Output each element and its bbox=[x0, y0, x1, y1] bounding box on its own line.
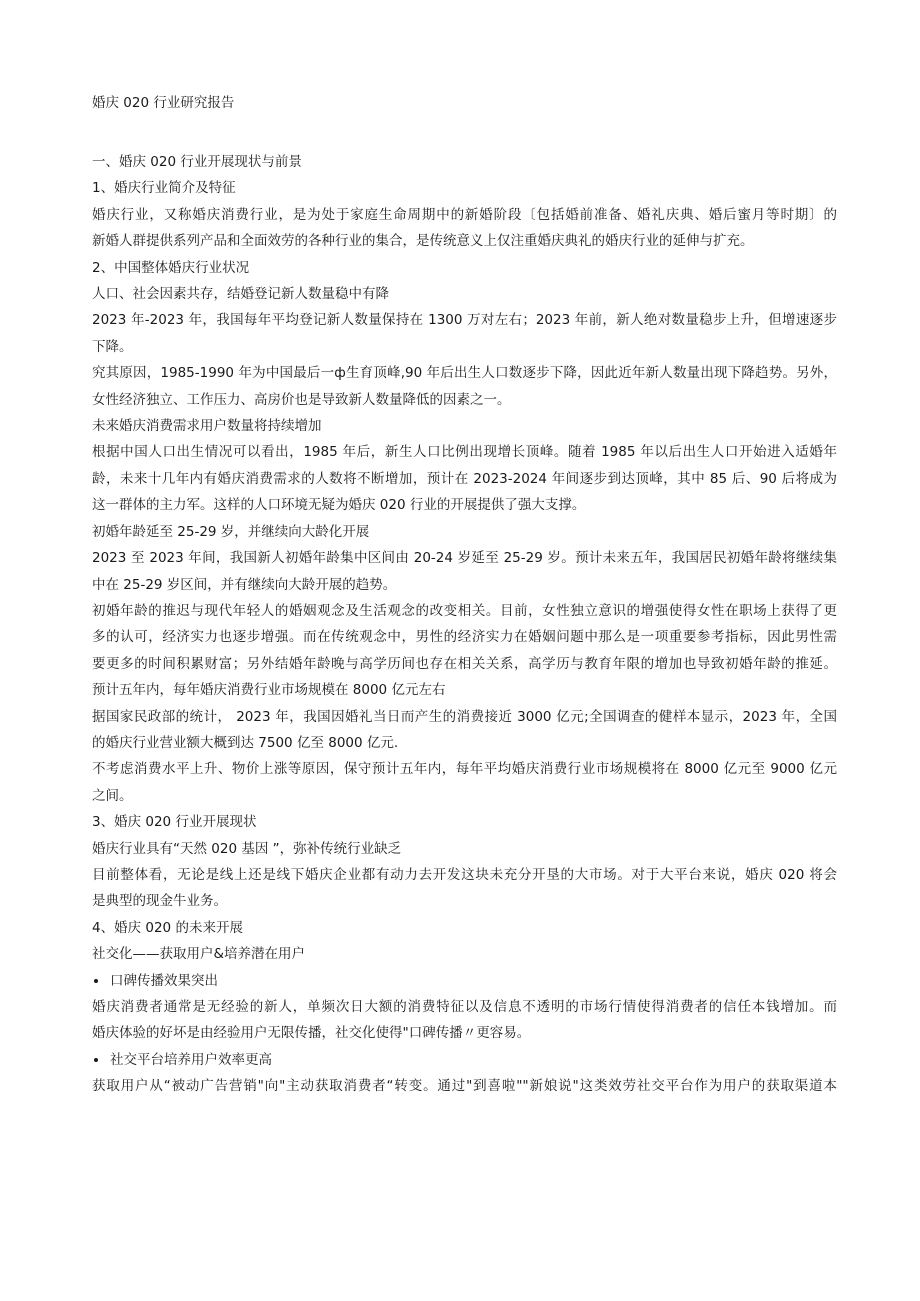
paragraph-line: 目前整体看，无论是线上还是线下婚庆企业都有动力去开发这块未充分开垦的大市场。对于大平台来说，婚庆 020 将会 bbox=[92, 866, 837, 883]
document-title: 婚庆 020 行业研究报告 bbox=[92, 95, 235, 111]
paragraph-line: 之间。 bbox=[92, 787, 133, 804]
paragraph-line: 要更多的时间积累财富；另外结婚年龄晚与高学历间也存在相关关系，高学历与教育年限的增加也导致初婚年龄的推延。 bbox=[92, 655, 837, 672]
paragraph-line: 婚庆行业，又称婚庆消费行业，是为处于家庭生命周期中的新婚阶段〔包括婚前准备、婚礼庆典、婚后蜜月等时期〕的 bbox=[92, 206, 837, 223]
paragraph-line: 不考虑消费水平上升、物价上涨等原因，保守预计五年内，每年平均婚庆消费行业市场规模将在 8000 亿元至 9000 亿元 bbox=[92, 761, 837, 778]
section-heading: 社交化——获取用户&培养潜在用户 bbox=[92, 946, 306, 963]
bullet-text: 社交平台培养用户效率更高 bbox=[110, 1051, 272, 1068]
section-heading: 未来婚庆消费需求用户数量将持续增加 bbox=[92, 418, 322, 435]
section-heading: 1、婚庆行业简介及特征 bbox=[92, 180, 236, 197]
bullet-item bbox=[92, 968, 837, 994]
section-heading: 初婚年龄延至 25-29 岁，并继续向大龄化开展 bbox=[92, 523, 370, 540]
paragraph-line: 根据中国人口出生情况可以看出，1985 年后，新生人口比例出现增长顶峰。随着 1985 年以后出生人口开始进入适婚年 bbox=[92, 444, 837, 461]
bullet-dot-icon bbox=[94, 1058, 98, 1062]
paragraph-line: 初婚年龄的推迟与现代年轻人的婚姻观念及生活观念的改变相关。目前，女性独立意识的增强使得女性在职场上获得了更 bbox=[92, 602, 837, 619]
paragraph-line: 这一群体的主力军。这样的人口环境无疑为婚庆 020 行业的开展提供了强大支撑。 bbox=[92, 497, 586, 514]
paragraph-line: 获取用户从“被动广告营销"向"主动获取消费者“转变。通过"到喜啦""新娘说"这类效劳社交平台作为用户的获取渠道本 bbox=[92, 1078, 837, 1095]
document-body bbox=[92, 149, 837, 1100]
paragraph-line: 是典型的现金牛业务。 bbox=[92, 893, 227, 910]
paragraph-line: 女性经济独立、工作压力、高房价也是导致新人数量降低的因素之一。 bbox=[92, 391, 511, 408]
section-heading: 一、婚庆 020 行业开展现状与前景 bbox=[92, 154, 302, 170]
section-heading: 2、中国整体婚庆行业状况 bbox=[92, 259, 250, 276]
section-heading: 4、婚庆 020 的未来开展 bbox=[92, 919, 243, 936]
paragraph-line: 据国家民政部的统计， 2023 年，我国因婚礼当日而产生的消费接近 3000 亿元;全国调查的健样本显示，2023 年，全国 bbox=[92, 708, 837, 725]
paragraph-line: 多的认可，经济实力也逐步增强。而在传统观念中，男性的经济实力在婚姻问题中那么是一项重要参考指标，因此男性需 bbox=[92, 629, 837, 646]
bullet-dot-icon bbox=[94, 979, 98, 983]
section-heading: 人口、社会因素共存，结婚登记新人数量稳中有降 bbox=[92, 286, 389, 303]
paragraph-line: 究其原因，1985-1990 年为中国最后一ф生育顶峰,90 年后出生人口数逐步下降，因此近年新人数量出现下降趋势。另外， bbox=[92, 365, 837, 382]
bullet-item bbox=[92, 1047, 837, 1073]
paragraph-line: 的婚庆行业营业额大概到达 7500 亿至 8000 亿元. bbox=[92, 734, 399, 751]
section-heading: 预计五年内，每年婚庆消费行业市场规模在 8000 亿元左右 bbox=[92, 682, 446, 699]
paragraph-line: 婚庆消费者通常是无经验的新人，单频次日大额的消费特征以及信息不透明的市场行情使得消费者的信任本钱增加。而 bbox=[92, 999, 837, 1015]
paragraph-line: 龄，未来十几年内有婚庆消费需求的人数将不断增加，预计在 2023-2024 年间逐步到达顶峰，其中 85 后、90 后将成为 bbox=[92, 470, 837, 487]
section-heading: 婚庆行业具有“天然 020 基因 ”，弥补传统行业缺乏 bbox=[92, 840, 402, 857]
paragraph-line: 下降。 bbox=[92, 338, 133, 355]
paragraph-line: 2023 年-2023 年，我国每年平均登记新人数量保持在 1300 万对左右；2023 年前，新人绝对数量稳步上升，但增速逐步 bbox=[92, 312, 837, 329]
paragraph-line: 中在 25-29 岁区间，并有继续向大龄开展的趋势。 bbox=[92, 576, 397, 593]
paragraph-line: 新婚人群提供系列产品和全面效劳的各种行业的集合，是传统意义上仅注重婚庆典礼的婚庆行业的延伸与扩充。 bbox=[92, 233, 754, 250]
section-heading: 3、婚庆 020 行业开展现状 bbox=[92, 814, 257, 831]
paragraph-line: 2023 至 2023 年间，我国新人初婚年龄集中区间由 20-24 岁延至 25-29 岁。预计未来五年，我国居民初婚年龄将继续集 bbox=[92, 550, 837, 567]
paragraph-line: 婚庆体验的好坏是由经验用户无限传播，社交化使得"口碑传播〃更容易。 bbox=[92, 1025, 531, 1042]
bullet-text: 口碑传播效果突出 bbox=[110, 972, 218, 989]
